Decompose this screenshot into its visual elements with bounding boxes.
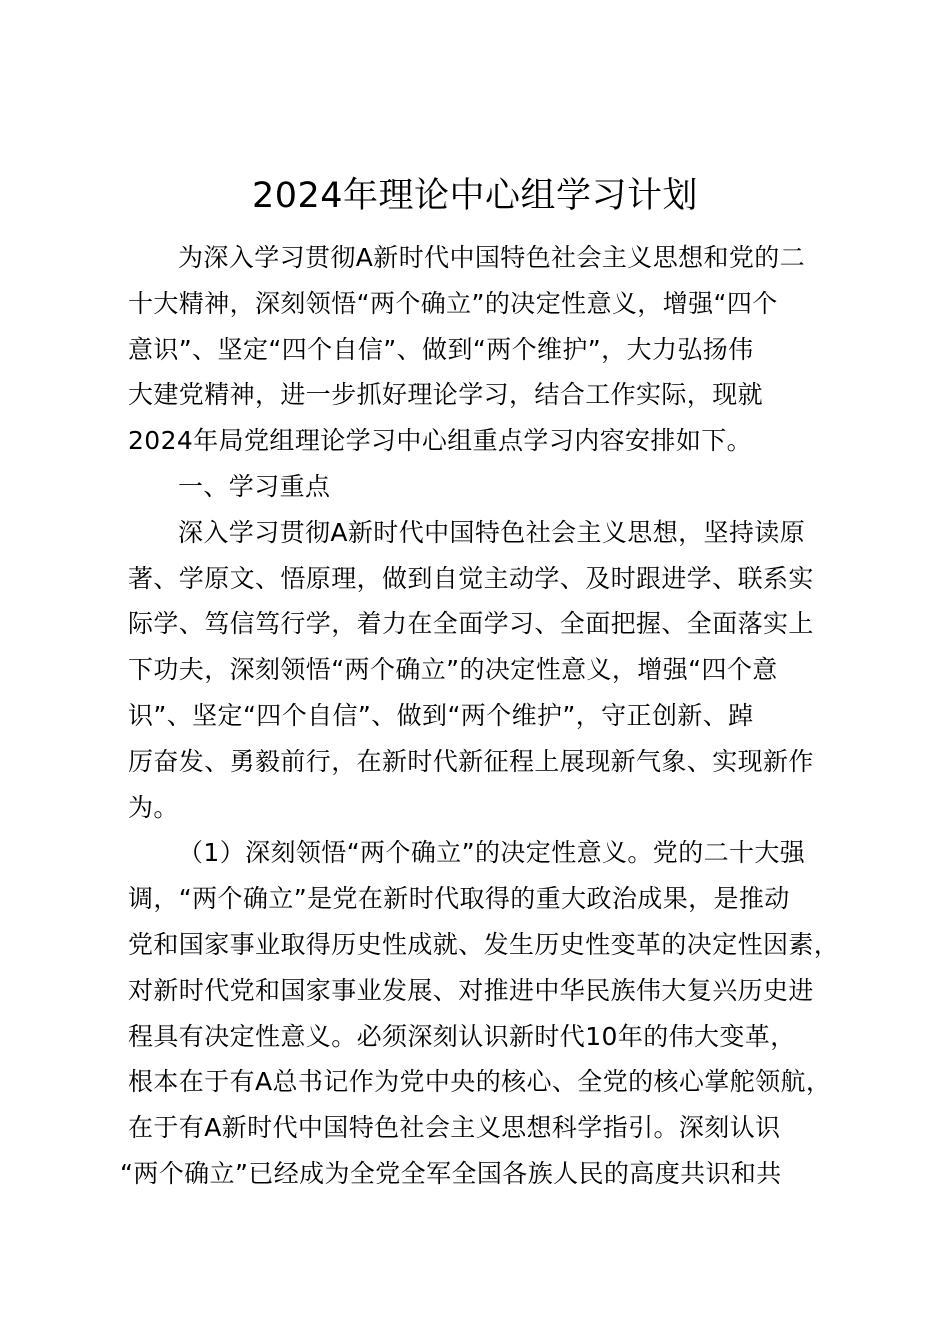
paragraph-item1-line-8: “两个确立”已经成为全党全军全国各族人民的高度共识和共 — [120, 1158, 782, 1188]
paragraph-focus-line-6: 厉奋发、勇毅前行，在新时代新征程上展现新气象、实现新作 — [128, 746, 814, 776]
paragraph-focus-line-2: 著、学原文、悟原理，做到自觉主动学、及时跟进学、联系实 — [128, 563, 814, 593]
paragraph-focus-line-3: 际学、笃信笃行学，着力在全面学习、全面把握、全面落实上 — [128, 609, 814, 639]
paragraph-item1-line-1: （1）深刻领悟“两个确立”的决定性意义。党的二十大强 — [178, 838, 806, 868]
paragraph-item1-line-7: 在于有A新时代中国特色社会主义思想科学指引。深刻认识 — [128, 1113, 781, 1143]
paragraph-item1-line-5: 程具有决定性意义。必须深刻认识新时代10年的伟大变革， — [128, 1021, 796, 1051]
paragraph-item1-line-3: 党和国家事业取得历史性成就、发生历史性变革的决定性因素， — [128, 929, 840, 959]
section-heading-study-focus: 一、学习重点 — [178, 471, 331, 501]
paragraph-intro-line-1: 为深入学习贯彻A新时代中国特色社会主义思想和党的二 — [178, 243, 806, 272]
document-body — [120, 235, 840, 1197]
paragraph-item1-line-6: 根本在于有A总书记作为党中央的核心、全党的核心掌舵领航， — [128, 1067, 832, 1097]
paragraph-intro-line-4: 大建党精神，进一步抓好理论学习，结合工作实际，现就 — [128, 380, 764, 410]
paragraph-focus-line-1: 深入学习贯彻A新时代中国特色社会主义思想，坚持读原 — [178, 517, 806, 547]
paragraph-intro-line-5: 2024年局党组理论学习中心组重点学习内容安排如下。 — [128, 426, 753, 456]
paragraph-focus-line-7: 为。 — [128, 792, 179, 822]
paragraph-item1-line-2: 调，“两个确立”是党在新时代取得的重大政治成果，是推动 — [128, 884, 790, 914]
paragraph-focus-line-5: 识”、坚定“四个自信”、做到“两个维护”，守正创新、踔 — [128, 700, 754, 730]
document-title: 2024年理论中心组学习计划 — [251, 176, 699, 216]
paragraph-intro-line-3: 意识”、坚定“四个自信”、做到“两个维护”，大力弘扬伟 — [128, 334, 754, 364]
paragraph-intro-line-2: 十大精神，深刻领悟“两个确立”的决定性意义，增强“四个 — [128, 288, 778, 318]
paragraph-item1-line-4: 对新时代党和国家事业发展、对推进中华民族伟大复兴历史进 — [128, 975, 814, 1005]
paragraph-focus-line-4: 下功夫，深刻领悟“两个确立”的决定性意义，增强“四个意 — [128, 655, 778, 685]
